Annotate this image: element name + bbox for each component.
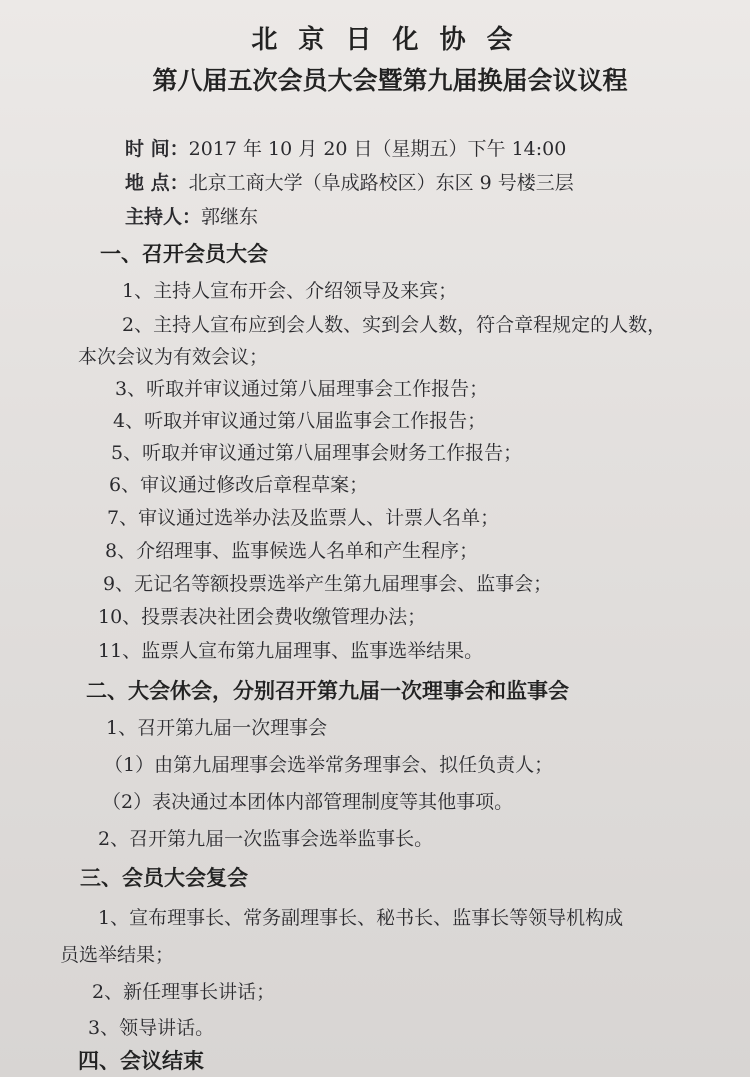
- document-title-association: 北 京 日 化 协 会: [251, 25, 519, 55]
- list-item: （1）由第九届理事会选举常务理事会、拟任负责人；: [104, 754, 554, 776]
- section-heading-1: 一、召开会员大会: [100, 242, 268, 266]
- place-value: 北京工商大学（阜成路校区）东区 9 号楼三层: [188, 172, 574, 194]
- list-item: 2、新任理事长讲话；: [92, 981, 276, 1003]
- list-item: 1、主持人宣布开会、介绍领导及来宾；: [122, 280, 458, 302]
- list-item: 8、介绍理事、监事候选人名单和产生程序；: [105, 540, 479, 562]
- list-item: 1、召开第九届一次理事会: [106, 717, 328, 739]
- time-label: 时 间：: [125, 138, 189, 160]
- meta-host: [125, 200, 258, 234]
- list-item: 5、听取并审议通过第八届理事会财务工作报告；: [111, 442, 523, 464]
- time-value: 2017 年 10 月 20 日（星期五）下午 14:00: [188, 138, 567, 160]
- list-item: 6、审议通过修改后章程草案；: [109, 474, 369, 496]
- list-item: 2、主持人宣布应到会人数、实到会人数，符合章程规定的人数，: [122, 314, 667, 336]
- meta-time: [125, 132, 566, 166]
- document-title-agenda: 第八届五次会员大会暨第九届换届会议议程: [152, 66, 628, 95]
- list-item: 本次会议为有效会议；: [78, 346, 269, 368]
- host-label: 主持人：: [125, 206, 202, 228]
- host-value: 郭继东: [201, 206, 259, 228]
- list-item: 员选举结果；: [60, 944, 175, 966]
- list-item: 2、召开第九届一次监事会选举监事长。: [98, 828, 434, 850]
- list-item: 7、审议通过选举办法及监票人、计票人名单；: [107, 507, 500, 529]
- list-item: 1、宣布理事长、常务副理事长、秘书长、监事长等领导机构成: [98, 907, 624, 929]
- list-item: 9、无记名等额投票选举产生第九届理事会、监事会；: [103, 573, 553, 595]
- list-item: 3、领导讲话。: [88, 1017, 215, 1039]
- list-item: 3、听取并审议通过第八届理事会工作报告；: [115, 378, 489, 400]
- list-item: 10、投票表决社团会费收缴管理办法；: [98, 606, 427, 628]
- list-item: 11、监票人宣布第九届理事、监事选举结果。: [98, 640, 484, 662]
- list-item: （2）表决通过本团体内部管理制度等其他事项。: [102, 791, 514, 813]
- section-heading-3: 三、会员大会复会: [80, 866, 248, 890]
- meta-place: [125, 166, 574, 200]
- place-label: 地 点：: [125, 172, 189, 194]
- list-item: 4、听取并审议通过第八届监事会工作报告；: [113, 410, 487, 432]
- section-heading-2: 二、大会休会，分别召开第九届一次理事会和监事会: [86, 679, 569, 703]
- section-heading-4: 四、会议结束: [78, 1049, 204, 1073]
